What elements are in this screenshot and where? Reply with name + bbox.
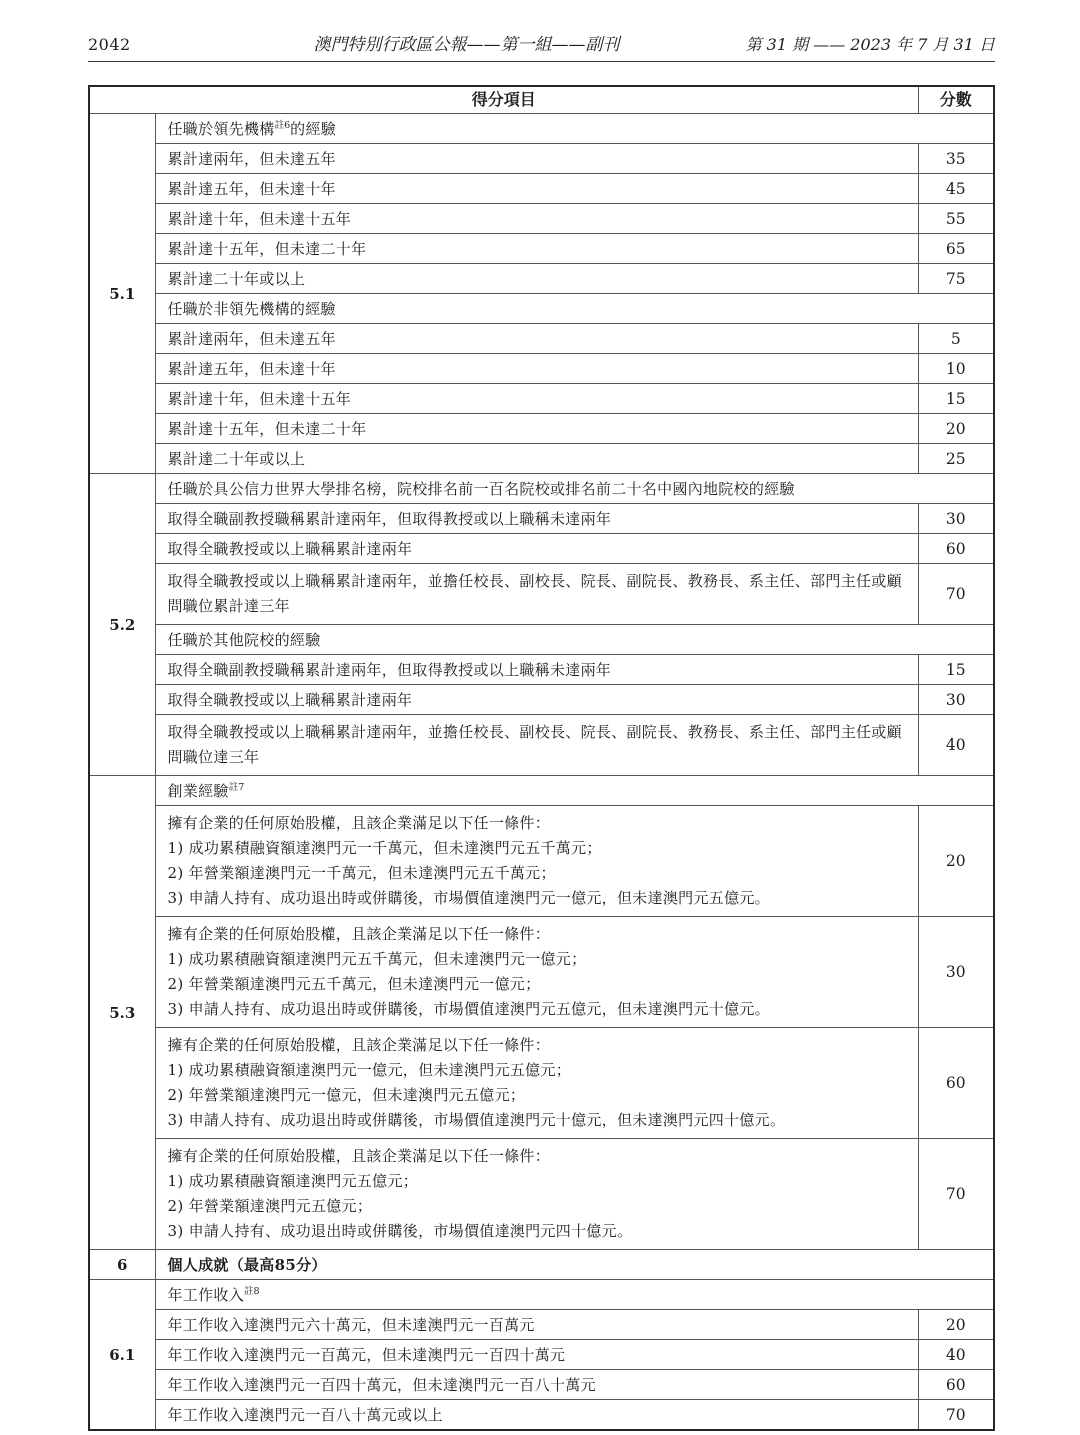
- criterion-cell: 累計達兩年，但未達五年: [155, 144, 918, 174]
- criterion-cell: 取得全職教授或以上職稱累計達兩年: [155, 534, 918, 564]
- criterion-line: 2) 年營業額達澳門元一千萬元，但未達澳門元五千萬元；: [167, 864, 556, 882]
- gazette-title: 澳門特別行政區公報——第一組——副刊: [313, 35, 620, 55]
- category-title-cell: [155, 1250, 994, 1280]
- table-row: [89, 564, 994, 625]
- score-cell: 60: [918, 1370, 994, 1400]
- criterion-cell: 累計達五年，但未達十年: [155, 354, 918, 384]
- score-cell: 70: [918, 564, 994, 625]
- criterion-cell: [155, 806, 918, 917]
- score-cell: 75: [918, 264, 994, 294]
- table-row: [89, 685, 994, 715]
- criterion-cell: 取得全職副教授職稱累計達兩年，但取得教授或以上職稱未達兩年: [155, 655, 918, 685]
- table-row: [89, 354, 994, 384]
- page-header: [88, 30, 995, 55]
- cell-text: 任職於其他院校的經驗: [167, 631, 321, 649]
- criterion-line: 2) 年營業額達澳門元五億元；: [167, 1197, 373, 1215]
- criterion-line: 1) 成功累積融資額達澳門元五千萬元，但未達澳門元一億元；: [167, 950, 587, 968]
- table-row: [89, 264, 994, 294]
- score-cell: 30: [918, 504, 994, 534]
- cell-text: 任職於具公信力世界大學排名榜，院校排名前一百名院校或排名前二十名中國內地院校的經驗: [167, 480, 795, 498]
- scoring-table: [88, 85, 995, 1431]
- score-cell: 70: [918, 1400, 994, 1431]
- table-row: [89, 324, 994, 354]
- table-row: [89, 444, 994, 474]
- score-cell: 10: [918, 354, 994, 384]
- table-row: [89, 917, 994, 1028]
- subcategory-cell: [155, 294, 994, 324]
- criterion-cell: 累計達二十年或以上: [155, 444, 918, 474]
- score-cell: 20: [918, 1310, 994, 1340]
- score-cell: 40: [918, 715, 994, 776]
- criterion-line: 3) 申請人持有、成功退出時或併購後，市場價值達澳門元一億元，但未達澳門元五億元。: [167, 889, 770, 907]
- criterion-line: 1) 成功累積融資額達澳門元一千萬元，但未達澳門元五千萬元；: [167, 839, 602, 857]
- table-row: [89, 1028, 994, 1139]
- table-row: [89, 144, 994, 174]
- cell-text: 年工作收入: [167, 1286, 245, 1304]
- cell-text: 任職於領先機構: [167, 120, 275, 138]
- score-cell: 40: [918, 1340, 994, 1370]
- cell-text: 個人成就（最高85分）: [167, 1256, 327, 1274]
- table-row: [89, 534, 994, 564]
- criterion-cell: 取得全職副教授職稱累計達兩年，但取得教授或以上職稱未達兩年: [155, 504, 918, 534]
- subcategory-cell: [155, 474, 994, 504]
- table-row: [89, 414, 994, 444]
- col-header-items: 得分項目: [89, 86, 918, 114]
- criterion-cell: [155, 917, 918, 1028]
- subcategory-cell: [155, 625, 994, 655]
- score-cell: 15: [918, 384, 994, 414]
- section-label: 6.1: [89, 1280, 155, 1431]
- table-row: [89, 1310, 994, 1340]
- criterion-line: 2) 年營業額達澳門元一億元，但未達澳門元五億元；: [167, 1086, 526, 1104]
- table-header-row: [89, 86, 994, 114]
- score-cell: 25: [918, 444, 994, 474]
- criterion-line: 擁有企業的任何原始股權，且該企業滿足以下任一條件：: [167, 1147, 551, 1165]
- table-row: [89, 1340, 994, 1370]
- criterion-cell: [155, 1139, 918, 1250]
- table-row: [89, 655, 994, 685]
- section-label: 5.2: [89, 474, 155, 776]
- criterion-cell: 累計達十五年，但未達二十年: [155, 414, 918, 444]
- table-row: [89, 384, 994, 414]
- criterion-cell: 累計達兩年，但未達五年: [155, 324, 918, 354]
- score-cell: 30: [918, 917, 994, 1028]
- criterion-line: 擁有企業的任何原始股權，且該企業滿足以下任一條件：: [167, 925, 551, 943]
- criterion-cell: 取得全職教授或以上職稱累計達兩年，並擔任校長、副校長、院長、副院長、教務長、系主任、部門主任或顧問職位累計達三年: [155, 564, 918, 625]
- footnote-ref: 註6: [274, 120, 291, 131]
- score-cell: 5: [918, 324, 994, 354]
- table-row: [89, 474, 994, 504]
- cell-text: 任職於非領先機構的經驗: [167, 300, 336, 318]
- issue-and-date: 第 31 期 —— 2023 年 7 月 31 日: [745, 35, 995, 54]
- footnote-ref: 註7: [228, 782, 245, 793]
- table-row: [89, 204, 994, 234]
- section-label: 5.1: [89, 114, 155, 474]
- table-row: [89, 806, 994, 917]
- score-cell: 65: [918, 234, 994, 264]
- score-cell: 60: [918, 534, 994, 564]
- criterion-cell: [155, 1028, 918, 1139]
- criterion-cell: 累計達十年，但未達十五年: [155, 384, 918, 414]
- footnote-ref: 註8: [244, 1286, 260, 1297]
- table-row: [89, 114, 994, 144]
- criterion-cell: 取得全職教授或以上職稱累計達兩年，並擔任校長、副校長、院長、副院長、教務長、系主任、部門主任或顧問職位達三年: [155, 715, 918, 776]
- score-cell: 30: [918, 685, 994, 715]
- criterion-cell: 年工作收入達澳門元六十萬元，但未達澳門元一百萬元: [155, 1310, 918, 1340]
- section-label: 5.3: [89, 776, 155, 1250]
- section-label: 6: [89, 1250, 155, 1280]
- criterion-line: 3) 申請人持有、成功退出時或併購後，市場價值達澳門元十億元，但未達澳門元四十億元。: [167, 1111, 786, 1129]
- table-row: [89, 625, 994, 655]
- subcategory-cell: [155, 1280, 994, 1310]
- table-row: [89, 1400, 994, 1431]
- header-divider: [88, 61, 995, 62]
- criterion-cell: 取得全職教授或以上職稱累計達兩年: [155, 685, 918, 715]
- criterion-line: 3) 申請人持有、成功退出時或併購後，市場價值達澳門元五億元，但未達澳門元十億元。: [167, 1000, 770, 1018]
- criterion-cell: 累計達五年，但未達十年: [155, 174, 918, 204]
- criterion-line: 擁有企業的任何原始股權，且該企業滿足以下任一條件：: [167, 1036, 551, 1054]
- table-row: [89, 234, 994, 264]
- table-row: [89, 1370, 994, 1400]
- criterion-cell: 累計達二十年或以上: [155, 264, 918, 294]
- subcategory-cell: [155, 114, 994, 144]
- criterion-cell: 累計達十五年，但未達二十年: [155, 234, 918, 264]
- table-row: [89, 1250, 994, 1280]
- cell-text-tail: 的經驗: [290, 120, 337, 138]
- score-cell: 15: [918, 655, 994, 685]
- table-row: [89, 776, 994, 806]
- score-cell: 45: [918, 174, 994, 204]
- score-cell: 20: [918, 414, 994, 444]
- criterion-cell: 年工作收入達澳門元一百四十萬元，但未達澳門元一百八十萬元: [155, 1370, 918, 1400]
- page-number: 2042: [88, 35, 131, 54]
- score-cell: 60: [918, 1028, 994, 1139]
- criterion-cell: 年工作收入達澳門元一百萬元，但未達澳門元一百四十萬元: [155, 1340, 918, 1370]
- criterion-cell: 累計達十年，但未達十五年: [155, 204, 918, 234]
- table-row: [89, 1139, 994, 1250]
- subcategory-cell: [155, 776, 994, 806]
- criterion-line: 1) 成功累積融資額達澳門元一億元，但未達澳門元五億元；: [167, 1061, 572, 1079]
- criterion-line: 3) 申請人持有、成功退出時或併購後，市場價值達澳門元四十億元。: [167, 1222, 633, 1240]
- table-row: [89, 504, 994, 534]
- table-row: [89, 715, 994, 776]
- table-row: [89, 1280, 994, 1310]
- table-row: [89, 174, 994, 204]
- cell-text: 創業經驗: [167, 782, 229, 800]
- table-row: [89, 294, 994, 324]
- score-cell: 20: [918, 806, 994, 917]
- criterion-cell: 年工作收入達澳門元一百八十萬元或以上: [155, 1400, 918, 1431]
- score-cell: 35: [918, 144, 994, 174]
- criterion-line: 擁有企業的任何原始股權，且該企業滿足以下任一條件：: [167, 814, 551, 832]
- criterion-line: 2) 年營業額達澳門元五千萬元，但未達澳門元一億元；: [167, 975, 541, 993]
- score-cell: 70: [918, 1139, 994, 1250]
- score-cell: 55: [918, 204, 994, 234]
- criterion-line: 1) 成功累積融資額達澳門元五億元；: [167, 1172, 419, 1190]
- col-header-score: 分數: [918, 86, 994, 114]
